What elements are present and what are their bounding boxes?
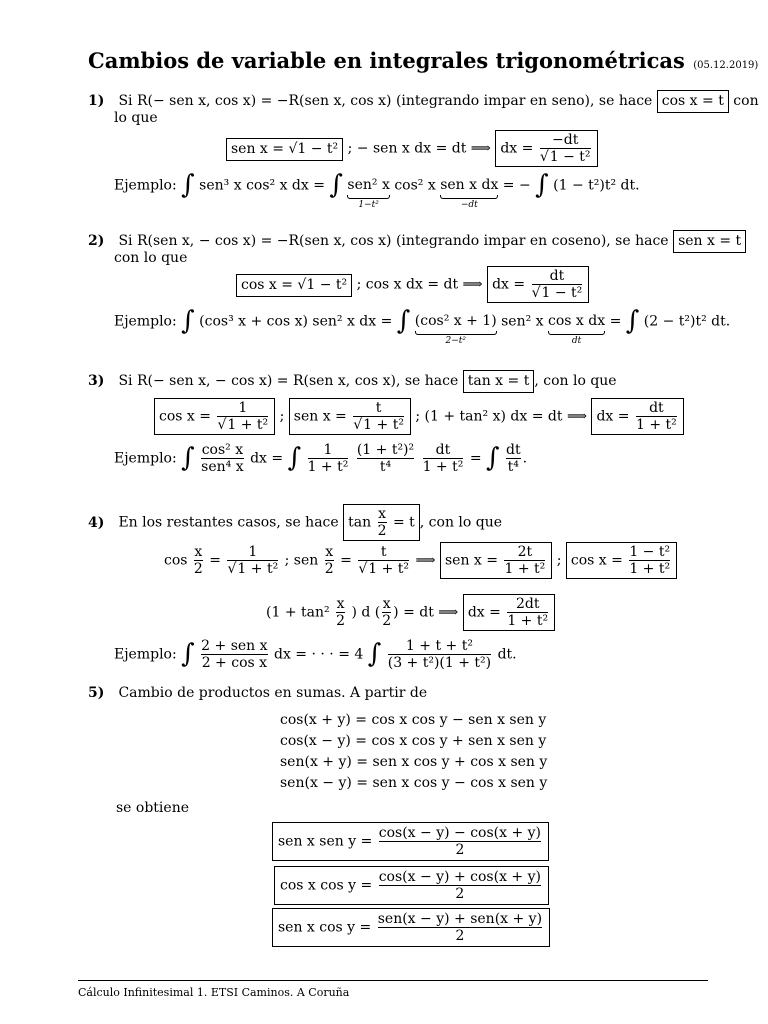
obtain-text: se obtiene xyxy=(116,800,190,816)
integral-icon: ∫ xyxy=(535,170,549,200)
change-box: sen x = t xyxy=(673,230,746,253)
identities-list xyxy=(280,710,547,794)
integral-icon: ∫ xyxy=(181,443,195,473)
example-integrand: sen³ x cos² x dx = xyxy=(199,177,325,194)
example-label: Ejemplo: xyxy=(114,450,177,467)
identity: cos(x − y) = cos x cos y + sen x sen y xyxy=(280,733,547,749)
example-label: Ejemplo: xyxy=(114,313,177,330)
section-number: 3) xyxy=(88,373,105,389)
integral-icon: ∫ xyxy=(396,306,411,336)
section-intro-end: con xyxy=(733,93,759,109)
formula-box-dx: dx = $\frac{dt}{\text{1 + t²}}$ xyxy=(591,398,683,435)
formula-box-dx xyxy=(487,266,589,303)
formula-box-sen: sen x = √1 − t² xyxy=(226,138,343,161)
result-box: cos x cos y = $\frac{\cos(x - y) + \cos(x + y)}{2}$ xyxy=(274,866,549,905)
integral-icon: ∫ xyxy=(181,639,195,669)
section-intro: En los restantes casos, se hace xyxy=(118,514,339,531)
section-intro-2: lo que xyxy=(114,110,158,126)
integral-icon: ∫ xyxy=(367,639,382,669)
formula-line: cos $\frac{x}{2}$ = $\frac{1}{\text{√1 + t²}}$ ; sen $\frac{x}{2}$ = $\frac{t}{\text{√1 + t²}}$ ⟹ sen x = $\frac{2t}{\text{1 + t²}}$ ; cos x = $\frac{\text{1 − t²}}{\text{1 + t²}}$ xyxy=(164,542,677,579)
fraction-den: √1 − t² xyxy=(539,149,591,165)
section-intro: Si R(− sen x, cos x) = −R(sen x, cos x) (integrando impar en seno), se hace xyxy=(118,93,653,109)
example-equals: = − xyxy=(502,177,531,194)
integral-icon: ∫ xyxy=(181,306,195,336)
fraction: $\frac{t}{\text{√1 + t²}}$ xyxy=(353,400,404,433)
integral-icon: ∫ xyxy=(486,443,500,473)
change-box: tan $\frac{x}{2}$ = t xyxy=(343,504,420,541)
example-result: (2 − t²)t² dt. xyxy=(643,313,731,330)
formula-box-sen: sen x = $\frac{2t}{\text{1 + t²}}$ xyxy=(440,542,552,579)
underbrace: sen x dx −dt xyxy=(440,177,499,210)
formula-box-sen: sen x = $\frac{t}{\text{√1 + t²}}$ xyxy=(289,398,411,435)
footer-divider xyxy=(78,980,708,981)
result-box: sen x cos y = $\frac{\text{sen(x − y) + sen(x + y)}}{2}$ xyxy=(272,908,550,947)
fraction-num: −dt xyxy=(552,132,579,148)
fraction xyxy=(540,132,591,165)
section-intro: Cambio de productos en sumas. A partir de xyxy=(118,685,428,701)
formula-line: cos x = $\frac{1}{\text{√1 + t²}}$ ; sen x = $\frac{t}{\text{√1 + t²}}$ ; (1 + tan² x) dx = dt ⟹ dx = $\frac{dt}{\text{1 + t²}}$ xyxy=(154,398,684,435)
page-footer: Cálculo Infinitesimal 1. ETSI Caminos. A Coruña xyxy=(78,986,350,999)
example-line: Ejemplo: ∫ $\frac{\text{cos² x}}{\text{sen⁴ x}}$ dx = ∫ $\frac{1}{\text{1 + t²}}$ $\frac{\text{(1 + t²)²}}{\text{t⁴}}$ $\frac{dt}{\text{1 + t²}}$ = ∫ $\frac{dt}{\text{t⁴}}$ . xyxy=(114,442,528,475)
section-number: 2) xyxy=(88,233,105,249)
page-date: (05.12.2019) xyxy=(693,60,759,71)
dx-label: dx = xyxy=(492,276,526,293)
result-box: sen x sen y = $\frac{\cos(x - y) - \cos(x + y)}{2}$ xyxy=(272,822,549,861)
section-number: 4) xyxy=(88,514,105,531)
example-label: Ejemplo: xyxy=(114,646,177,663)
formula-box-cos: cos x = $\frac{\text{1 − t²}}{\text{1 + t²}}$ xyxy=(566,542,677,579)
formula-mid: ; − sen x dx = dt ⟹ xyxy=(347,140,491,157)
underbrace: cos x dx dt xyxy=(548,313,606,346)
formula-box-cos: cos x = √1 − t² xyxy=(236,274,352,297)
formula-mid: ; cos x dx = dt ⟹ xyxy=(356,276,483,293)
section-intro-2: con lo que xyxy=(114,250,188,266)
underbrace: sen² x 1−t² xyxy=(347,177,390,210)
underbrace: (cos² x + 1) 2−t² xyxy=(414,313,497,346)
formula-box-cos: cos x = $\frac{1}{\text{√1 + t²}}$ xyxy=(154,398,275,435)
section-intro-end: , con lo que xyxy=(534,373,617,389)
identity: sen(x − y) = sen x cos y − cos x sen y xyxy=(280,775,548,791)
example-integrand: (cos³ x + cos x) sen² x dx = xyxy=(199,313,393,330)
identity: sen(x + y) = sen x cos y + cos x sen y xyxy=(280,754,548,770)
example-line xyxy=(114,306,731,347)
fraction-den: √1 − t² xyxy=(531,285,583,301)
integral-icon: ∫ xyxy=(287,443,302,473)
fraction xyxy=(532,268,583,301)
fraction-num: dt xyxy=(549,268,565,284)
section-intro: Si R(− sen x, − cos x) = R(sen x, cos x), se hace xyxy=(118,373,459,389)
example-line xyxy=(114,170,640,211)
integral-icon: ∫ xyxy=(625,306,640,336)
formula-box-dx: dx = $\frac{2dt}{\text{1 + t²}}$ xyxy=(463,594,555,631)
dx-label: dx = xyxy=(500,140,534,157)
formula-mid: ; (1 + tan² x) dx = dt ⟹ xyxy=(415,408,588,425)
formula-box-dx xyxy=(495,130,597,167)
section-number: 5) xyxy=(88,685,105,701)
page-title: Cambios de variable en integrales trigonométricas xyxy=(88,48,685,73)
fraction: $\frac{dt}{\text{1 + t²}}$ xyxy=(635,400,677,433)
formula-line xyxy=(226,130,598,167)
example-mid: sen² x xyxy=(501,313,544,330)
example-line: Ejemplo: ∫ $\frac{\text{2 + sen x}}{\text{2 + cos x}}$ dx = · · · = 4 ∫ $\frac{\text{1 + t + t²}}{\text{(3 + t²)(1 + t²)}}$ dt. xyxy=(114,638,517,671)
integral-icon: ∫ xyxy=(181,170,195,200)
integral-icon: ∫ xyxy=(329,170,343,200)
example-equals: = xyxy=(609,313,622,330)
section-intro: Si R(sen x, − cos x) = −R(sen x, cos x) (integrando impar en coseno), se hace xyxy=(118,233,669,249)
section-number: 1) xyxy=(88,93,105,109)
formula-line-2: (1 + tan² $\frac{x}{2}$ ) d ( $\frac{x}{2}$ ) = dt ⟹ dx = $\frac{2dt}{\text{1 + t²}}$ xyxy=(266,594,555,631)
section-intro-end: , con lo que xyxy=(419,514,503,531)
example-mid: cos² x xyxy=(394,177,436,194)
page-header xyxy=(88,48,758,73)
change-box: tan x = t xyxy=(463,370,535,393)
formula-line xyxy=(236,266,589,303)
change-box: cos x = t xyxy=(657,90,729,113)
identity: cos(x + y) = cos x cos y − sen x sen y xyxy=(280,712,547,728)
fraction: $\frac{1}{\text{√1 + t²}}$ xyxy=(217,400,269,433)
example-label: Ejemplo: xyxy=(114,177,177,194)
example-result: (1 − t²)t² dt. xyxy=(553,177,640,194)
